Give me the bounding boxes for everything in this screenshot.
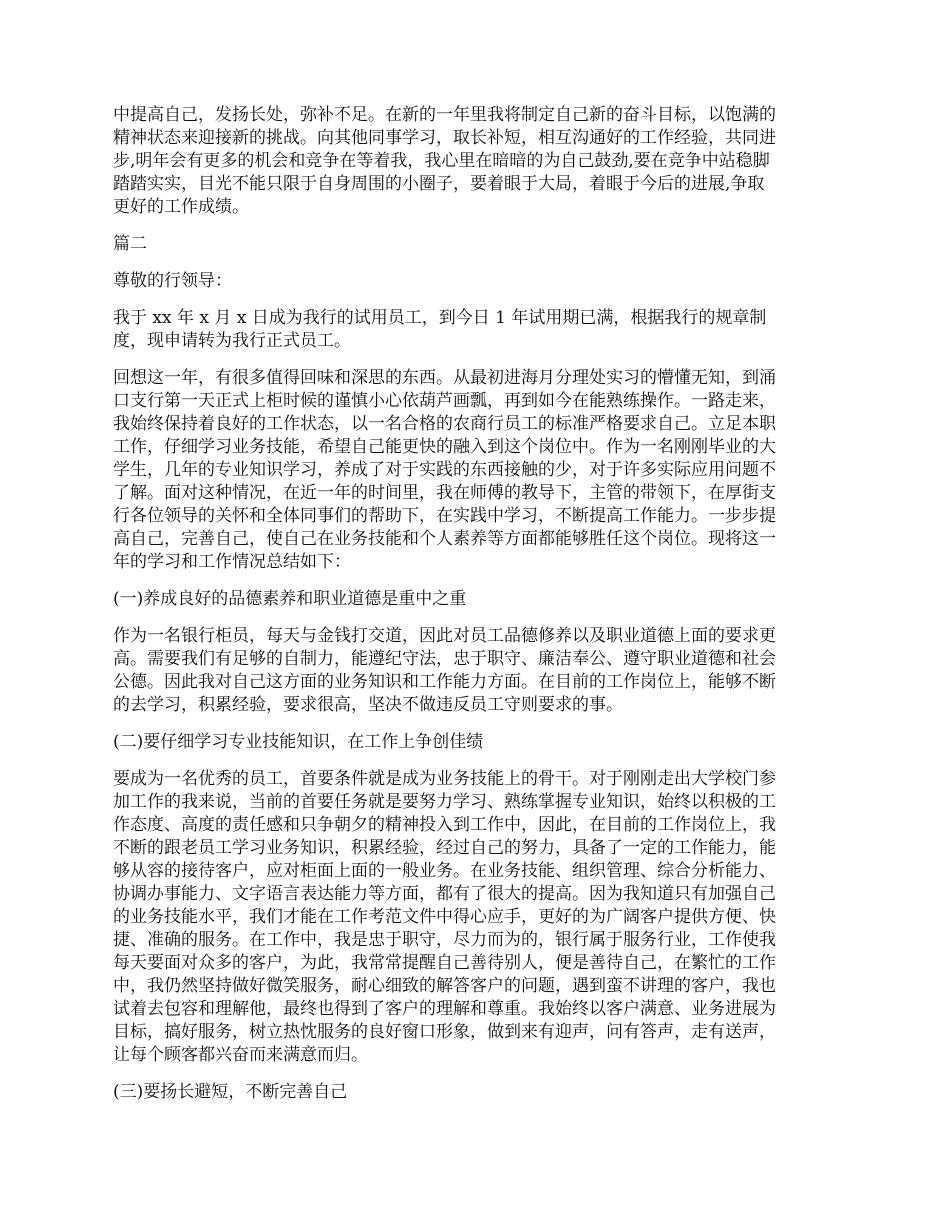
text-line: 年的学习和工作情况总结如下： <box>113 552 351 572</box>
text-line: 捷、准确的服务。在工作中，我是忠于职守，尽力而为的，银行属于服务行业，工作使我 <box>113 930 776 950</box>
text-line: 每天要面对众多的客户，为此，我常常提醒自己善待别人，便是善待自己，在繁忙的工作 <box>113 953 776 973</box>
review-paragraph <box>113 367 841 574</box>
text-line: 高自己，完善自己，使自己在业务技能和个人素养等方面都能够胜任这个岗位。现将这一 <box>113 529 776 549</box>
text-line: 工作，仔细学习业务技能，希望自己能更快的融入到这个岗位中。作为一名刚刚毕业的大 <box>113 437 776 457</box>
text-line: 作为一名银行柜员，每天与金钱打交道，因此对员工品德修养以及职业道德上面的要求更 <box>113 626 776 646</box>
text-line: 度，现申请转为我行正式员工。 <box>113 331 351 351</box>
text-line: 行各位领导的关怀和全体同事们的帮助下，在实践中学习，不断提高工作能力。一步步提 <box>113 506 776 526</box>
heading-text: (三)要扬长避短，不断完善自己 <box>113 1082 348 1102</box>
heading-text: (一)养成良好的品德素养和职业道德是重中之重 <box>113 589 467 609</box>
text-line: 了解。面对这种情况，在近一年的时间里，我在师傅的教导下，主管的带领下，在厚街支 <box>113 483 776 503</box>
section-heading-1 <box>113 588 841 611</box>
section-label-pian-er <box>113 233 841 256</box>
text-line: 精神状态来迎接新的挑战。向其他同事学习，取长补短，相互沟通好的工作经验，共同进 <box>113 128 776 148</box>
text-line: 的业务技能水平，我们才能在工作考范文件中得心应手，更好的为广阔客户提供方便、快 <box>113 907 776 927</box>
text-line: 协调办事能力、文字语言表达能力等方面，都有了很大的提高。因为我知道只有加强自己 <box>113 884 776 904</box>
intro-continuation-paragraph <box>113 104 841 219</box>
heading-text: 篇二 <box>113 234 147 254</box>
text-line: 高。需要我们有足够的自制力，能遵纪守法，忠于职守、廉洁奉公、遵守职业道德和社会 <box>113 649 776 669</box>
text-line: 回想这一年，有很多值得回味和深思的东西。从最初进海月分理处实习的懵懂无知，到涌 <box>113 368 776 388</box>
text-line: 作态度、高度的责任感和只争朝夕的精神投入到工作中，因此，在目前的工作岗位上，我 <box>113 815 776 835</box>
text-line: 口支行第一天正式上柜时候的谨慎小心依葫芦画瓢，再到如今在能熟练操作。一路走来， <box>113 391 776 411</box>
text-line: 更好的工作成绩。 <box>113 197 249 217</box>
text-line: 试着去包容和理解他，最终也得到了客户的理解和尊重。我始终以客户满意、业务进展为 <box>113 999 776 1019</box>
text-line: 中提高自己，发扬长处，弥补不足。在新的一年里我将制定自己新的奋斗目标，以饱满的 <box>113 105 776 125</box>
section-1-paragraph <box>113 625 841 717</box>
text-line: 我于 xx 年 x 月 x 日成为我行的试用员工，到今日 1 年试用期已满，根据我行的规章制 <box>113 308 767 328</box>
text-line: 步,明年会有更多的机会和竞争在等着我，我心里在暗暗的为自己鼓劲,要在竞争中站稳脚 <box>113 151 770 171</box>
salutation <box>113 270 841 293</box>
section-heading-3 <box>113 1081 841 1104</box>
text-line: 的去学习，积累经验，要求很高，坚决不做违反员工守则要求的事。 <box>113 695 623 715</box>
text-line: 中，我仍然坚持做好微笑服务，耐心细致的解答客户的问题，遇到蛮不讲理的客户，我也 <box>113 976 776 996</box>
application-paragraph <box>113 307 841 353</box>
heading-text: (二)要仔细学习专业技能知识，在工作上争创佳绩 <box>113 732 484 752</box>
section-heading-2 <box>113 731 841 754</box>
text-line: 加工作的我来说，当前的首要任务就是要努力学习、熟练掌握专业知识，始终以积极的工 <box>113 792 776 812</box>
text-line: 够从容的接待客户，应对柜面上面的一般业务。在业务技能、组织管理、综合分析能力、 <box>113 861 776 881</box>
text-line: 让每个顾客都兴奋而来满意而归。 <box>113 1045 368 1065</box>
heading-text: 尊敬的行领导： <box>113 271 232 291</box>
text-line: 我始终保持着良好的工作状态，以一名合格的农商行员工的标准严格要求自己。立足本职 <box>113 414 776 434</box>
text-line: 踏踏实实，目光不能只限于自身周围的小圈子，要着眼于大局，着眼于今后的进展,争取 <box>113 174 765 194</box>
section-2-paragraph <box>113 768 841 1067</box>
text-line: 要成为一名优秀的员工，首要条件就是成为业务技能上的骨干。对于刚刚走出大学校门参 <box>113 769 776 789</box>
document-page <box>113 104 841 1118</box>
text-line: 公德。因此我对自己这方面的业务知识和工作能力方面。在目前的工作岗位上，能够不断 <box>113 672 776 692</box>
text-line: 目标，搞好服务，树立热忱服务的良好窗口形象，做到来有迎声，问有答声，走有送声， <box>113 1022 776 1042</box>
text-line: 不断的跟老员工学习业务知识，积累经验，经过自己的努力，具备了一定的工作能力，能 <box>113 838 776 858</box>
text-line: 学生，几年的专业知识学习，养成了对于实践的东西接触的少，对于许多实际应用问题不 <box>113 460 776 480</box>
